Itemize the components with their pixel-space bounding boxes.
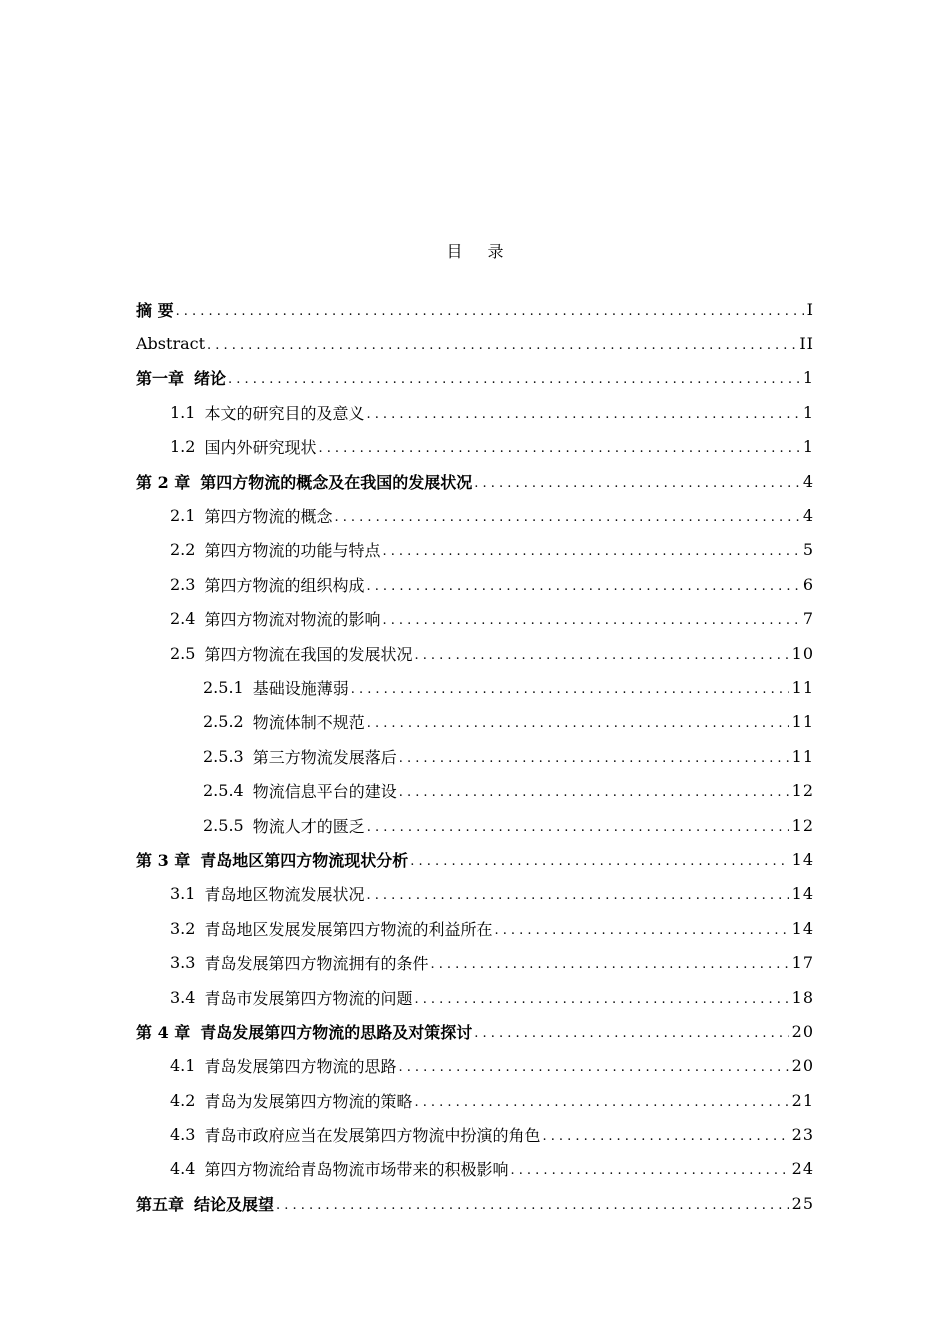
toc-leader-dots: [366, 889, 788, 902]
toc-entry[interactable]: [136, 292, 814, 326]
toc-entry[interactable]: [136, 1186, 814, 1220]
toc-leader-dots: [366, 580, 799, 593]
toc-entry[interactable]: [136, 1152, 814, 1186]
toc-entry-page: 11: [791, 677, 814, 697]
toc-entry[interactable]: [136, 1083, 814, 1117]
toc-entry-number: 第 2 章: [136, 472, 191, 492]
toc-entry-number: 2.5: [170, 643, 196, 663]
toc-entry-page: 1: [802, 368, 814, 388]
toc-leader-dots: [367, 717, 789, 730]
toc-entry-title: Abstract: [136, 334, 206, 354]
toc-entry-number: 1.2: [170, 437, 196, 457]
toc-entry-page: 10: [791, 643, 814, 663]
toc-entry-number: 第五章: [136, 1194, 185, 1214]
toc-entry-number: 3.3: [170, 953, 196, 973]
toc-entry-page: 20: [791, 1021, 814, 1041]
toc-entry-number: 1.1: [170, 402, 196, 422]
toc-entry[interactable]: [136, 739, 814, 773]
toc-entry-title: 第四方物流的概念: [204, 507, 333, 527]
toc-leader-dots: [414, 993, 788, 1006]
toc-entry-page: 11: [791, 746, 814, 766]
toc-entry-title: 青岛发展第四方物流的思路及对策探讨: [200, 1022, 473, 1042]
toc-entry-page: 20: [791, 1056, 814, 1076]
toc-entry-number: 4.3: [170, 1125, 196, 1145]
toc-entry-title: 国内外研究现状: [204, 438, 317, 458]
toc-entry-page: I: [806, 299, 814, 319]
toc-leader-dots: [399, 752, 789, 765]
toc-entry[interactable]: [136, 670, 814, 704]
toc-leader-dots: [228, 373, 800, 386]
toc-entry[interactable]: [136, 877, 814, 911]
toc-entry-number: 2.5.2: [203, 712, 244, 732]
toc-leader-dots: [410, 855, 788, 868]
toc-entry[interactable]: [136, 808, 814, 842]
toc-entry-number: 2.2: [170, 540, 196, 560]
toc-entry[interactable]: [136, 395, 814, 429]
toc-entry-title: 青岛地区物流发展状况: [204, 885, 365, 905]
toc-leader-dots: [414, 649, 788, 662]
toc-entry-number: 2.5.5: [203, 815, 244, 835]
toc-leader-dots: [430, 958, 788, 971]
toc-leader-dots: [207, 339, 796, 352]
toc-entry-title: 青岛地区发展发展第四方物流的利益所在: [204, 919, 493, 939]
toc-entry-number: 4.2: [170, 1090, 196, 1110]
toc-entry[interactable]: [136, 911, 814, 945]
toc-entry-title: 青岛市政府应当在发展第四方物流中扮演的角色: [204, 1126, 541, 1146]
toc-leader-dots: [542, 1130, 788, 1143]
toc-entry[interactable]: [136, 1117, 814, 1151]
toc-entry-title: 物流人才的匮乏: [252, 816, 365, 836]
toc-entry-page: 12: [791, 815, 814, 835]
toc-leader-dots: [414, 1096, 788, 1109]
toc-entry[interactable]: [136, 842, 814, 876]
toc-entry-title: 青岛为发展第四方物流的策略: [204, 1091, 413, 1111]
toc-leader-dots: [276, 1199, 789, 1212]
toc-entry-page: 18: [791, 987, 814, 1007]
toc-entry-number: 2.1: [170, 506, 196, 526]
toc-entry-number: 2.4: [170, 609, 196, 629]
toc-entry-title: 物流体制不规范: [252, 713, 365, 733]
toc-entry-title: 青岛发展第四方物流拥有的条件: [204, 954, 429, 974]
toc-entry-title: 基础设施薄弱: [252, 678, 349, 698]
toc-entry-title: 第四方物流对物流的影响: [204, 610, 381, 630]
toc-entry-page: 14: [791, 849, 814, 869]
toc-entry[interactable]: [136, 1049, 814, 1083]
toc-entry-title: 第四方物流的功能与特点: [204, 541, 381, 561]
toc-leader-dots: [398, 1061, 788, 1074]
toc-leader-dots: [399, 786, 789, 799]
toc-leader-dots: [382, 545, 799, 558]
toc-entry[interactable]: [136, 430, 814, 464]
toc-entry-page: 21: [791, 1090, 814, 1110]
toc-entry-page: 6: [802, 574, 814, 594]
toc-entry-page: 25: [791, 1193, 814, 1213]
toc-entry[interactable]: [136, 602, 814, 636]
toc-entry[interactable]: [136, 773, 814, 807]
toc-entry-page: 5: [802, 540, 814, 560]
toc-title: 目 录: [446, 242, 514, 261]
toc-entry[interactable]: [136, 567, 814, 601]
toc-entry-number: 2.5.3: [203, 746, 244, 766]
toc-entry-number: 3.4: [170, 987, 196, 1007]
toc-entry-number: 2.3: [170, 574, 196, 594]
toc-entry-number: 2.5.4: [203, 781, 244, 801]
toc-entry[interactable]: [136, 533, 814, 567]
toc-entry[interactable]: [136, 361, 814, 395]
toc-entry-title: 摘 要: [136, 300, 174, 320]
toc-entry-page: 12: [791, 781, 814, 801]
toc-leader-dots: [318, 442, 799, 455]
toc-entry-title: 青岛地区第四方物流现状分析: [200, 850, 409, 870]
toc-entry-page: 7: [802, 609, 814, 629]
toc-entry-page: 23: [791, 1125, 814, 1145]
toc-entry-number: 第 3 章: [136, 850, 191, 870]
toc-entry[interactable]: [136, 1014, 814, 1048]
toc-leader-dots: [351, 683, 789, 696]
toc-leader-dots: [474, 1027, 788, 1040]
toc-entry-page: 1: [802, 402, 814, 422]
toc-entry-title: 青岛发展第四方物流的思路: [204, 1057, 397, 1077]
toc-entry-title: 结论及展望: [194, 1194, 275, 1214]
toc-entry-title: 第四方物流的组织构成: [204, 575, 365, 595]
toc-leader-dots: [176, 305, 804, 318]
toc-leader-dots: [334, 511, 799, 524]
toc-leader-dots: [510, 1164, 788, 1177]
toc-entry-title: 第四方物流在我国的发展状况: [204, 644, 413, 664]
toc-entry-title: 第四方物流给青岛物流市场带来的积极影响: [204, 1160, 509, 1180]
toc-entry[interactable]: [136, 498, 814, 532]
toc-entry-number: 第一章: [136, 369, 185, 389]
toc-entry-number: 2.5.1: [203, 677, 244, 697]
toc-leader-dots: [367, 821, 789, 834]
toc-entry-page: 11: [791, 712, 814, 732]
toc-leader-dots: [494, 924, 788, 937]
toc-entry-title: 第四方物流的概念及在我国的发展状况: [200, 472, 473, 492]
toc-entry-page: 17: [791, 953, 814, 973]
toc-entry[interactable]: [136, 464, 814, 498]
toc-entry[interactable]: [136, 636, 814, 670]
toc-entry[interactable]: [136, 705, 814, 739]
toc-entry-page: II: [799, 334, 814, 354]
table-of-contents: [136, 292, 814, 1221]
toc-entry-page: 1: [802, 437, 814, 457]
toc-leader-dots: [474, 477, 800, 490]
toc-entry-number: 4.1: [170, 1056, 196, 1076]
toc-entry-title: 青岛市发展第四方物流的问题: [204, 988, 413, 1008]
toc-entry[interactable]: [136, 945, 814, 979]
toc-leader-dots: [366, 408, 799, 421]
toc-entry-page: 4: [802, 506, 814, 526]
toc-entry-title: 物流信息平台的建设: [252, 782, 397, 802]
toc-entry-title: 第三方物流发展落后: [252, 747, 397, 767]
toc-entry-number: 3.2: [170, 918, 196, 938]
toc-leader-dots: [382, 614, 799, 627]
toc-entry-title: 本文的研究目的及意义: [204, 403, 365, 423]
toc-entry-number: 第 4 章: [136, 1022, 191, 1042]
toc-entry-number: 3.1: [170, 884, 196, 904]
toc-entry-page: 14: [791, 918, 814, 938]
toc-entry[interactable]: [136, 980, 814, 1014]
toc-entry-title: 绪论: [194, 369, 227, 389]
toc-entry[interactable]: [136, 326, 814, 360]
toc-entry-number: 4.4: [170, 1159, 196, 1179]
toc-entry-page: 24: [791, 1159, 814, 1179]
toc-entry-page: 14: [791, 884, 814, 904]
toc-entry-page: 4: [802, 471, 814, 491]
